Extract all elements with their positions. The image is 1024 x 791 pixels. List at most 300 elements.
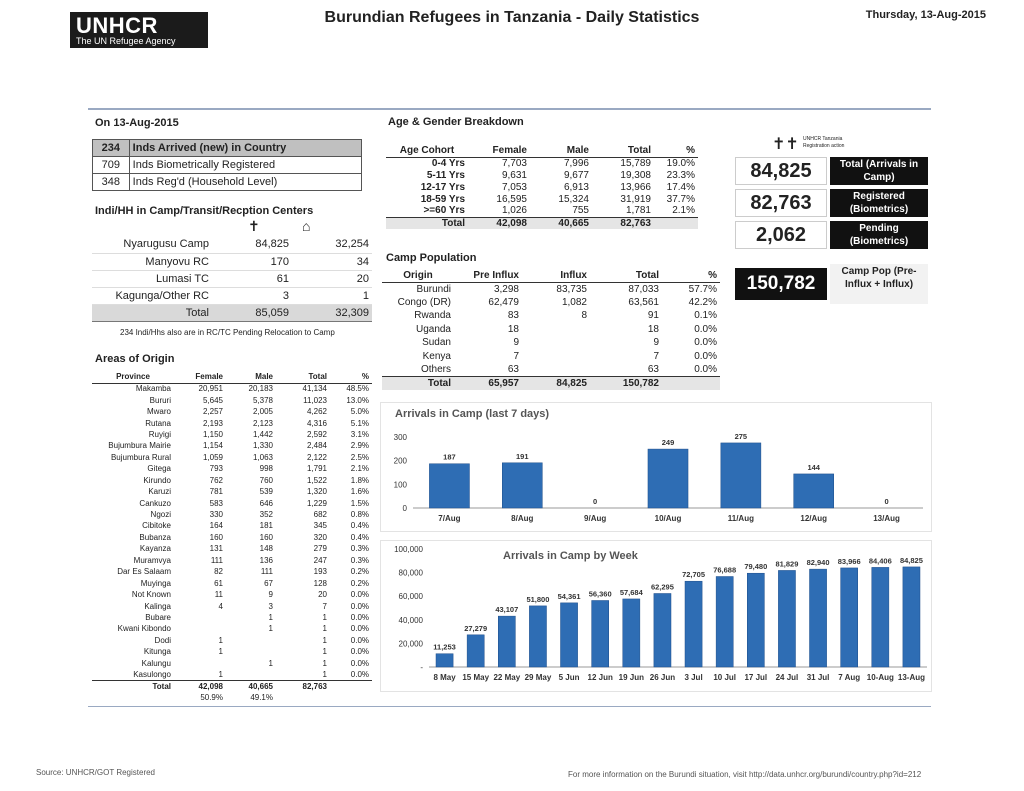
origin-cell: 1,320 xyxy=(306,487,327,497)
origin-row xyxy=(92,555,372,566)
data-label: 81,829 xyxy=(775,559,799,569)
age-cell: 16,595 xyxy=(496,193,527,205)
origin-cell: 5,645 xyxy=(202,395,223,405)
pop-header: Pre Influx xyxy=(454,269,522,282)
age-row xyxy=(386,181,698,193)
age-cell: 6,913 xyxy=(563,181,589,193)
origin-row xyxy=(92,417,372,428)
origin-header: Male xyxy=(226,370,276,383)
y-tick-label: - xyxy=(420,663,423,672)
camp-individuals: 170 xyxy=(212,253,292,270)
origin-cell: 1.8% xyxy=(350,475,369,485)
origin-cell: Karuzi xyxy=(148,487,171,497)
y-tick-label: 80,000 xyxy=(398,568,423,578)
origin-cell: 781 xyxy=(209,487,223,497)
bar xyxy=(429,464,469,508)
origin-cell: 1,063 xyxy=(252,452,273,462)
camp-individuals: 84,825 xyxy=(212,236,292,253)
origin-cell: Muramvya xyxy=(133,555,171,565)
pop-cell xyxy=(522,323,590,337)
origin-cell: Kirundo xyxy=(143,475,171,485)
weekly-chart-panel xyxy=(380,540,932,692)
data-label: 79,480 xyxy=(744,562,768,572)
bar xyxy=(436,654,453,667)
data-label: 0 xyxy=(593,497,598,506)
x-tick-label: 10-Aug xyxy=(866,673,894,682)
origin-cell: 7 xyxy=(322,601,327,611)
pending-value: 2,062 xyxy=(735,221,827,249)
chart-title: Arrivals in Camp by Week xyxy=(503,550,638,562)
origin-cell: 131 xyxy=(209,544,223,554)
origin-cell: Cibitoke xyxy=(142,521,171,531)
pop-cell: 0.1% xyxy=(694,310,717,322)
origin-cell: 539 xyxy=(259,487,273,497)
camp-individuals: 61 xyxy=(212,270,292,287)
origin-pct-cell xyxy=(276,692,330,703)
pop-cell: 7 xyxy=(513,350,519,362)
origin-total-cell: Total xyxy=(92,680,174,691)
summary-label: Inds Arrived (new) in Country xyxy=(129,140,361,157)
pop-row xyxy=(382,350,720,364)
pop-header: Total xyxy=(590,269,662,282)
x-tick-label: 13-Aug xyxy=(897,673,925,682)
pop-cell: 7 xyxy=(653,350,659,362)
origin-cell: 0.8% xyxy=(350,510,369,520)
origin-cell xyxy=(174,623,226,634)
origin-cell: 3 xyxy=(268,601,273,611)
bottom-divider xyxy=(88,706,931,707)
pop-total-cell xyxy=(662,377,720,391)
camp-households: 32,309 xyxy=(292,304,372,321)
origin-cell: 4 xyxy=(218,601,223,611)
pop-cell: 57.7% xyxy=(688,283,717,295)
pop-cell: 0.0% xyxy=(694,364,717,375)
origin-row xyxy=(92,486,372,497)
pop-cell: Uganda xyxy=(415,323,451,335)
x-tick-label: 10 Jul xyxy=(713,673,737,682)
origin-cell: 793 xyxy=(209,464,223,474)
origin-cell: 1 xyxy=(322,612,327,622)
pop-cell: 0.0% xyxy=(694,323,717,335)
camp-row xyxy=(92,253,372,270)
origin-cell: 0.2% xyxy=(350,578,369,588)
origin-cell: 1 xyxy=(218,635,223,645)
origin-cell: 0.4% xyxy=(350,521,369,531)
origin-cell: 1,330 xyxy=(252,441,273,451)
summary-value: 234 xyxy=(93,140,130,157)
origin-cell: 2,193 xyxy=(202,418,223,428)
bar xyxy=(502,463,542,508)
y-tick-label: 300 xyxy=(393,433,407,442)
pop-cell: 0.0% xyxy=(694,350,717,362)
age-cell: 13,966 xyxy=(620,181,651,193)
origin-header: Female xyxy=(174,370,226,383)
pop-cell xyxy=(522,336,590,350)
data-label: 84,406 xyxy=(868,556,892,566)
bar xyxy=(872,567,889,667)
origin-cell: 0.0% xyxy=(350,669,369,679)
origin-cell: 2.5% xyxy=(350,452,369,462)
origin-row xyxy=(92,635,372,646)
origin-cell: 2.9% xyxy=(350,441,369,451)
data-label: 27,279 xyxy=(464,623,488,633)
origin-row xyxy=(92,623,372,634)
kpi-caption-1: UNHCR Tanzania xyxy=(803,136,843,142)
bar xyxy=(685,581,702,667)
origin-cell: 5.0% xyxy=(350,407,369,417)
pop-cell: 83,735 xyxy=(556,283,587,295)
pop-header: Influx xyxy=(522,269,590,282)
camp-name: Lumasi TC xyxy=(92,270,212,287)
person-icon: ✝ xyxy=(248,218,260,234)
origin-row xyxy=(92,532,372,543)
pop-row xyxy=(382,296,720,310)
pop-cell xyxy=(522,363,590,377)
origin-cell: 128 xyxy=(313,578,327,588)
origin-cell: 5.1% xyxy=(350,418,369,428)
origin-cell: 41,134 xyxy=(302,384,327,394)
origin-total-cell: 42,098 xyxy=(174,680,226,691)
age-cell: 19,308 xyxy=(620,169,651,181)
origin-row xyxy=(92,383,372,394)
origin-row xyxy=(92,589,372,600)
origin-pct-cell: 49.1% xyxy=(250,693,273,703)
y-tick-label: 0 xyxy=(402,504,407,513)
origin-row xyxy=(92,566,372,577)
data-label: 144 xyxy=(807,462,820,472)
bar xyxy=(529,606,546,667)
origin-pct-cell xyxy=(92,692,174,703)
pop-total-cell: 150,782 xyxy=(590,377,662,391)
kpi-caption-2: Registration action xyxy=(803,143,845,149)
origin-cell: Kalungu xyxy=(141,658,171,668)
origin-cell xyxy=(226,669,276,680)
top-divider xyxy=(88,108,931,110)
age-cell: 9,677 xyxy=(563,169,589,181)
bar xyxy=(592,600,609,667)
origin-cell: 13.0% xyxy=(346,395,369,405)
camp-pop-value: 150,782 xyxy=(735,268,827,300)
origin-cell xyxy=(226,646,276,657)
origin-cell: 1 xyxy=(268,624,273,634)
camp-households: 34 xyxy=(292,253,372,270)
pop-total-cell: 65,957 xyxy=(454,377,522,391)
x-tick-label: 8 May xyxy=(433,673,456,682)
x-tick-label: 15 May xyxy=(462,673,490,682)
age-cell: 12-17 Yrs xyxy=(420,181,465,193)
logo-main: UNHCR xyxy=(76,13,158,38)
origin-cell: 1,150 xyxy=(202,429,223,439)
total-arrivals-value: 84,825 xyxy=(735,157,827,185)
origin-pct-row xyxy=(92,692,372,703)
age-cell: 7,996 xyxy=(563,157,589,169)
pop-cell: Burundi xyxy=(416,283,451,295)
origin-cell: 0.0% xyxy=(350,590,369,600)
age-header: Age Cohort xyxy=(386,144,468,157)
pop-cell: 0.0% xyxy=(694,337,717,349)
origin-cell: 1,522 xyxy=(306,475,327,485)
age-cell: 17.4% xyxy=(666,181,695,193)
age-cell: 1,026 xyxy=(501,205,527,217)
age-cell: 755 xyxy=(572,205,589,217)
origin-row xyxy=(92,452,372,463)
origin-row xyxy=(92,646,372,657)
pop-cell: Congo (DR) xyxy=(397,296,451,308)
origin-cell: 2,122 xyxy=(306,452,327,462)
origin-cell: Bujumbura Mairie xyxy=(108,441,171,451)
people-icon: ✝✝ xyxy=(772,136,799,153)
x-tick-label: 19 Jun xyxy=(618,673,644,682)
origin-cell: Ngozi xyxy=(150,510,171,520)
origin-cell: 20,183 xyxy=(248,384,273,394)
origin-row xyxy=(92,497,372,508)
origin-cell: Gitega xyxy=(147,464,171,474)
pop-cell: 63,561 xyxy=(628,296,659,308)
origin-cell: 136 xyxy=(259,555,273,565)
origin-cell: 2,592 xyxy=(306,429,327,439)
age-row xyxy=(386,169,698,181)
origin-cell: Dar Es Salaam xyxy=(117,567,171,577)
page-title: Burundian Refugees in Tanzania - Daily Statistics xyxy=(324,9,700,26)
pop-cell: 3,298 xyxy=(493,283,519,295)
pop-cell: 87,033 xyxy=(628,283,659,295)
summary-value: 709 xyxy=(93,157,130,174)
age-cell: 23.3% xyxy=(666,169,695,181)
weekly-arrivals-chart xyxy=(381,541,933,693)
camp-individuals: 3 xyxy=(212,287,292,304)
summary-value: 348 xyxy=(93,174,130,191)
origin-pct-cell: 50.9% xyxy=(200,693,223,703)
x-tick-label: 31 Jul xyxy=(806,673,830,682)
bar xyxy=(903,567,920,667)
data-label: 82,940 xyxy=(806,558,830,568)
age-total-row xyxy=(386,217,698,229)
origin-cell: 0.0% xyxy=(350,624,369,634)
origin-cell: 193 xyxy=(313,567,327,577)
age-row xyxy=(386,157,698,169)
camp-households: 20 xyxy=(292,270,372,287)
pop-cell: Rwanda xyxy=(414,310,451,322)
age-header: Total xyxy=(592,144,654,157)
origin-cell: 998 xyxy=(259,464,273,474)
age-row xyxy=(386,193,698,205)
pop-cell: 63 xyxy=(647,364,659,375)
y-tick-label: 60,000 xyxy=(398,592,423,602)
x-tick-label: 22 May xyxy=(493,673,521,682)
camp-name: Manyovu RC xyxy=(92,253,212,270)
bar xyxy=(716,577,733,667)
daily-chart-panel xyxy=(380,402,932,532)
bar xyxy=(561,603,578,667)
bar xyxy=(747,573,764,667)
summary-row xyxy=(93,157,362,174)
origin-cell: 160 xyxy=(209,532,223,542)
origin-cell: 0.3% xyxy=(350,544,369,554)
x-tick-label: 17 Jul xyxy=(744,673,768,682)
camp-households: 32,254 xyxy=(292,236,372,253)
origin-row xyxy=(92,475,372,486)
origin-row xyxy=(92,406,372,417)
summary-row xyxy=(93,174,362,191)
pop-header: Origin xyxy=(382,269,454,282)
origin-cell: 148 xyxy=(259,544,273,554)
origin-cell: 111 xyxy=(260,567,273,577)
y-tick-label: 100 xyxy=(393,480,407,490)
origin-cell: Cankuzo xyxy=(139,498,171,508)
origin-cell: Kitunga xyxy=(143,647,171,657)
origin-cell: 20 xyxy=(318,590,327,600)
bar xyxy=(498,616,515,667)
data-label: 62,295 xyxy=(650,582,674,592)
origin-row xyxy=(92,509,372,520)
origin-cell: Bubanza xyxy=(139,532,171,542)
footer-source: Source: UNHCR/GOT Registered xyxy=(36,768,155,777)
x-tick-label: 3 Jul xyxy=(684,673,703,682)
pop-cell: 9 xyxy=(653,337,659,349)
x-tick-label: 10/Aug xyxy=(654,514,682,523)
pop-cell: Sudan xyxy=(422,337,451,349)
x-tick-label: 29 May xyxy=(524,673,552,682)
age-cell: 0-4 Yrs xyxy=(431,157,465,169)
age-cell: 9,631 xyxy=(501,169,527,181)
origin-cell: Not Known xyxy=(131,590,171,600)
x-tick-label: 12/Aug xyxy=(800,514,828,523)
pop-table xyxy=(382,269,720,390)
pop-row xyxy=(382,282,720,296)
bar xyxy=(794,474,834,508)
data-label: 76,688 xyxy=(713,565,737,575)
origin-cell: 352 xyxy=(259,510,273,520)
pop-cell: 63 xyxy=(507,364,519,375)
origin-cell: 345 xyxy=(313,521,327,531)
pop-cell: 9 xyxy=(513,337,519,349)
origin-row xyxy=(92,429,372,440)
pop-header: % xyxy=(662,269,720,282)
age-cell: 15,789 xyxy=(620,157,651,169)
origin-total-row xyxy=(92,680,372,691)
data-label: 249 xyxy=(661,438,675,448)
origin-cell: 1 xyxy=(322,669,327,679)
origin-cell: 330 xyxy=(209,510,223,520)
y-tick-label: 100,000 xyxy=(394,545,423,554)
origin-cell: 4,262 xyxy=(306,407,327,417)
origin-cell: 11,023 xyxy=(303,395,327,405)
origin-cell: 0.4% xyxy=(350,532,369,542)
origin-cell: 1,154 xyxy=(202,441,223,451)
bar xyxy=(623,599,640,667)
age-cell: 18-59 Yrs xyxy=(420,193,465,205)
origin-cell: 0.0% xyxy=(350,612,369,622)
origin-cell: 1.6% xyxy=(350,487,369,497)
pop-cell xyxy=(522,350,590,364)
origin-cell: 2,005 xyxy=(252,407,273,417)
pop-row xyxy=(382,363,720,377)
origin-cell: 11 xyxy=(214,590,223,600)
origin-cell: 0.0% xyxy=(350,647,369,657)
data-label: 84,825 xyxy=(899,555,923,565)
summary-table xyxy=(92,139,362,191)
origin-cell: 111 xyxy=(210,555,223,565)
origin-cell: Kwani Kibondo xyxy=(117,624,171,634)
pending-label: Pending (Biometrics) xyxy=(830,221,928,249)
age-cell: 7,703 xyxy=(501,157,527,169)
x-tick-label: 12 Jun xyxy=(587,673,613,682)
origin-row xyxy=(92,394,372,405)
origin-total-cell: 40,665 xyxy=(226,680,276,691)
y-tick-label: 200 xyxy=(393,456,407,466)
registered-value: 82,763 xyxy=(735,189,827,217)
x-tick-label: 13/Aug xyxy=(873,514,900,523)
origin-pct-cell xyxy=(330,692,372,703)
registered-label: Registered (Biometrics) xyxy=(830,189,928,217)
origin-cell: 1 xyxy=(218,669,223,679)
camp-row xyxy=(92,236,372,253)
origin-cell: 1 xyxy=(268,658,273,668)
logo-sub: The UN Refugee Agency xyxy=(76,36,176,46)
origin-cell: 67 xyxy=(264,578,273,588)
data-label: 54,361 xyxy=(557,591,581,601)
footer-link[interactable]: For more information on the Burundi situation, visit http://data.unhcr.org/burundi/country.php?id=212 xyxy=(568,770,922,779)
camp-row xyxy=(92,304,372,321)
x-tick-label: 8/Aug xyxy=(511,514,534,523)
origin-cell: 279 xyxy=(313,544,327,554)
data-label: 187 xyxy=(443,452,456,462)
origin-cell: 1.5% xyxy=(350,498,369,508)
origin-cell: 1,791 xyxy=(306,464,327,474)
pop-cell: 1,082 xyxy=(561,296,587,308)
origin-cell: Bubare xyxy=(145,612,171,622)
age-cell: >=60 Yrs xyxy=(423,205,465,217)
camp-name: Total xyxy=(92,304,212,321)
origin-row xyxy=(92,543,372,554)
pop-cell: 8 xyxy=(581,310,587,322)
bar xyxy=(648,449,688,508)
origin-cell: 583 xyxy=(209,498,223,508)
origin-row xyxy=(92,658,372,669)
pop-row xyxy=(382,323,720,337)
daily-arrivals-chart xyxy=(381,403,933,533)
origin-total-cell: 82,763 xyxy=(276,680,330,691)
camp-individuals: 85,059 xyxy=(212,304,292,321)
origin-cell: 1,442 xyxy=(252,429,273,439)
x-tick-label: 7 Aug xyxy=(838,673,861,682)
origin-header: Total xyxy=(276,370,330,383)
origin-cell: 2,123 xyxy=(252,418,273,428)
bar xyxy=(810,569,827,667)
pop-total-cell: Total xyxy=(382,377,454,391)
origin-cell: 1,229 xyxy=(306,498,327,508)
camps-table xyxy=(92,236,372,322)
age-cell: 5-11 Yrs xyxy=(426,169,465,181)
origin-cell: Ruyigi xyxy=(148,429,171,439)
origin-row xyxy=(92,577,372,588)
origin-cell: Muyinga xyxy=(140,578,171,588)
summary-row xyxy=(93,140,362,157)
origin-cell xyxy=(226,635,276,646)
origin-cell: 0.3% xyxy=(350,555,369,565)
origin-header: % xyxy=(330,370,372,383)
pop-row xyxy=(382,336,720,350)
origin-cell: Makamba xyxy=(135,384,171,394)
age-total-cell: Total xyxy=(386,217,468,229)
origin-cell: 48.5% xyxy=(346,384,369,394)
origin-cell: Kasulongo xyxy=(133,669,171,679)
age-total-cell xyxy=(654,217,698,229)
data-label: 56,360 xyxy=(588,589,612,599)
x-tick-label: 5 Jun xyxy=(558,673,580,682)
origin-cell: Bujumbura Rural xyxy=(110,452,171,462)
origin-cell: 247 xyxy=(313,555,327,565)
